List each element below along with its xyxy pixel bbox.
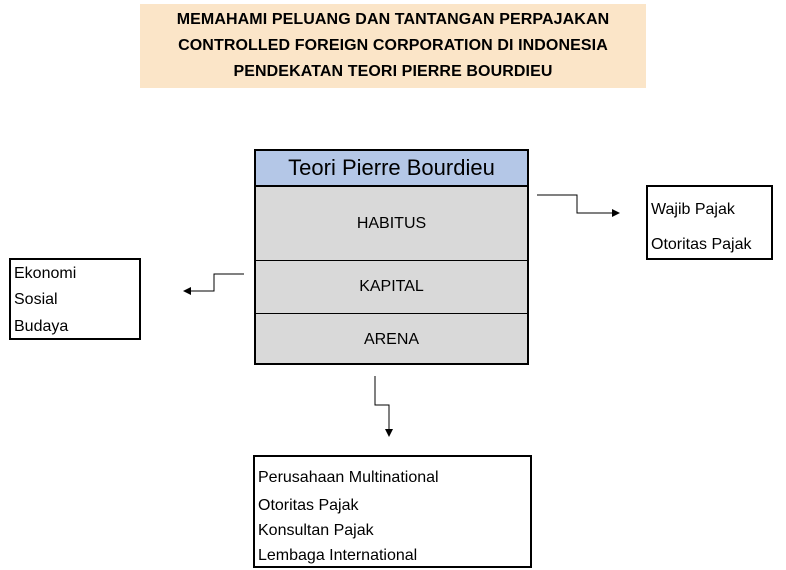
list-item: Ekonomi — [14, 265, 77, 282]
list-item: Otoritas Pajak — [258, 497, 359, 514]
list-item: Otoritas Pajak — [651, 236, 752, 253]
arrow-to-habitus-actors — [537, 195, 619, 213]
arrow-to-arena-actors — [375, 376, 389, 436]
list-item: Sosial — [14, 291, 58, 308]
list-item: Perusahaan Multinational — [258, 469, 439, 486]
list-item: Budaya — [14, 318, 69, 335]
list-item: Konsultan Pajak — [258, 522, 374, 539]
concept-habitus: HABITUS — [356, 214, 427, 232]
concept-kapital: KAPITAL — [256, 260, 527, 313]
title-line-2: CONTROLLED FOREIGN CORPORATION DI INDONESIA — [178, 37, 608, 54]
arrow-to-capital-types — [184, 274, 244, 291]
list-item: Lembaga International — [258, 547, 418, 564]
title-line-1: MEMAHAMI PELUANG DAN TANTANGAN PERPAJAKAN — [176, 11, 610, 28]
concept-arena: ARENA — [256, 313, 527, 365]
title-line-3: PENDEKATAN TEORI PIERRE BOURDIEU — [233, 63, 553, 80]
theory-header: Teori Pierre Bourdieu — [256, 151, 527, 187]
list-item: Wajib Pajak — [651, 201, 735, 218]
